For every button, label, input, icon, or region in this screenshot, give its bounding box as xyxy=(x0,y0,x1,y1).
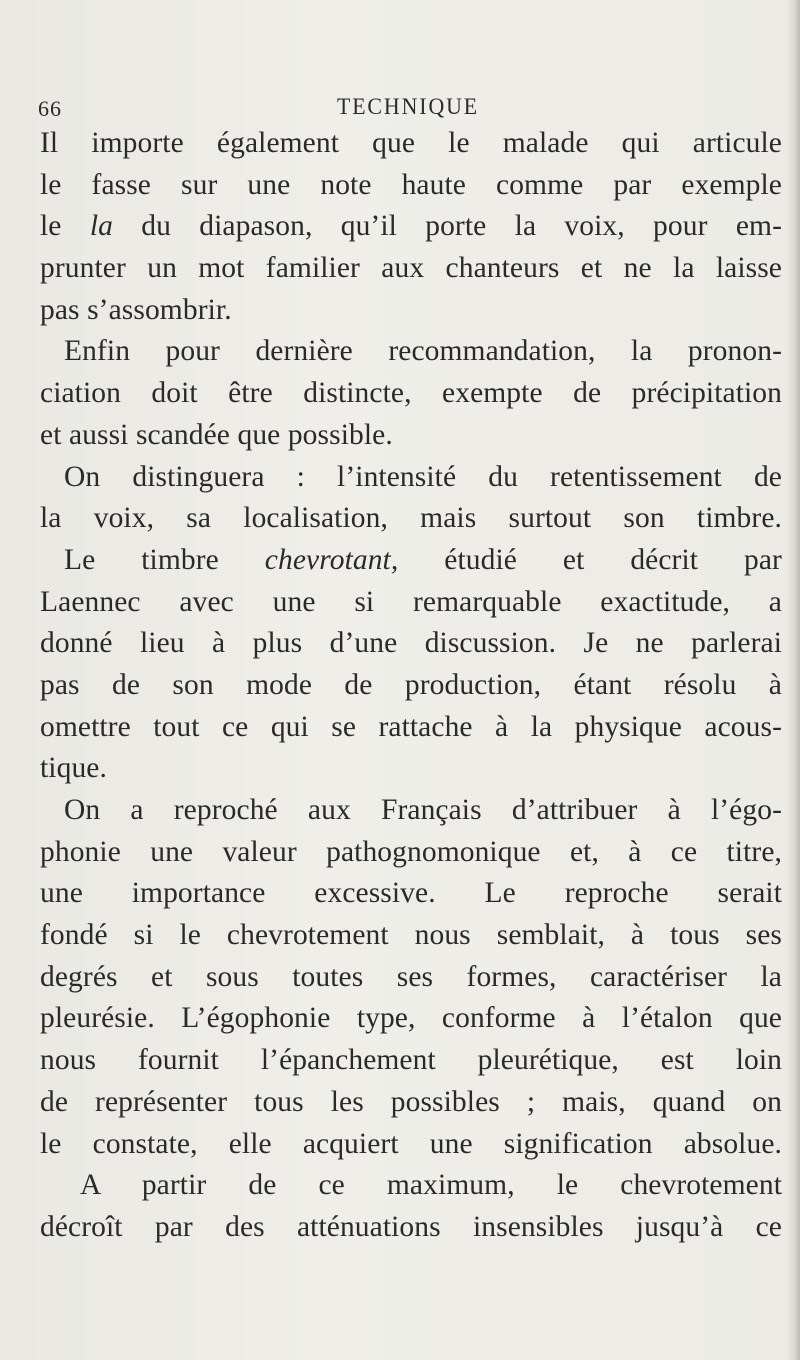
text-line: nous fournit l’épanchement pleurétique, est loin xyxy=(40,1044,782,1077)
text-line: A partir de ce maximum, le chevrotement xyxy=(80,1169,782,1202)
text-line: Enfin pour dernière recommandation, la pronon- xyxy=(64,335,782,368)
page-header xyxy=(38,92,778,126)
text-line: tique. xyxy=(40,752,107,785)
text-line: Laennec avec une si remarquable exactitude, a xyxy=(40,585,782,618)
text-line: pas s’assombrir. xyxy=(40,293,232,326)
text-line: la voix, sa localisation, mais surtout son timbre. xyxy=(40,502,782,535)
text-line: donné lieu à plus d’une discussion. Je ne parlerai xyxy=(40,627,782,660)
text-line: ciation doit être distincte, exempte de précipitation xyxy=(40,377,782,410)
italic-term: chevrotant, xyxy=(264,543,399,576)
text-line: et aussi scandée que possible. xyxy=(40,418,393,451)
text-line: pleurésie. L’égophonie type, conforme à l’étalon que xyxy=(40,1002,782,1035)
page-number: 66 xyxy=(38,96,62,121)
text-line: le constate, elle acquiert une signification absolue. xyxy=(40,1127,782,1160)
text-line: On a reproché aux Français d’attribuer à l’égo- xyxy=(64,794,782,826)
text-line: phonie une valeur pathognomonique et, à ce titre, xyxy=(40,835,782,868)
text-line: prunter un mot familier aux chanteurs et ne la laisse xyxy=(40,252,782,285)
text-line: décroît par des atténuations insensibles jusqu’à ce xyxy=(40,1210,782,1243)
text-line: omettre tout ce qui se rattache à la physique acous- xyxy=(40,710,782,743)
italic-term: la xyxy=(89,210,113,243)
text-line: le fasse sur une note haute comme par exemple xyxy=(40,168,782,201)
text-line: pas de son mode de production, étant résolu à xyxy=(40,668,782,701)
body-text xyxy=(40,123,782,1249)
running-title: TECHNIQUE xyxy=(336,94,480,119)
text-line: une importance excessive. Le reproche serait xyxy=(40,877,782,910)
text-line: degrés et sous toutes ses formes, caractériser la xyxy=(40,960,782,993)
text-line: Il importe également que le malade qui articule xyxy=(40,127,782,159)
text-line: fondé si le chevrotement nous semblait, à tous ses xyxy=(40,919,782,952)
text-line: le la du diapason, qu’il porte la voix, pour em- xyxy=(40,210,782,243)
text-line: Le timbre chevrotant, étudié et décrit par xyxy=(64,543,782,576)
text-line: On distinguera : l’intensité du retentissement de xyxy=(64,460,782,493)
page-edge-shadow xyxy=(786,0,800,1360)
text-line: de représenter tous les possibles ; mais, quand on xyxy=(40,1085,782,1118)
